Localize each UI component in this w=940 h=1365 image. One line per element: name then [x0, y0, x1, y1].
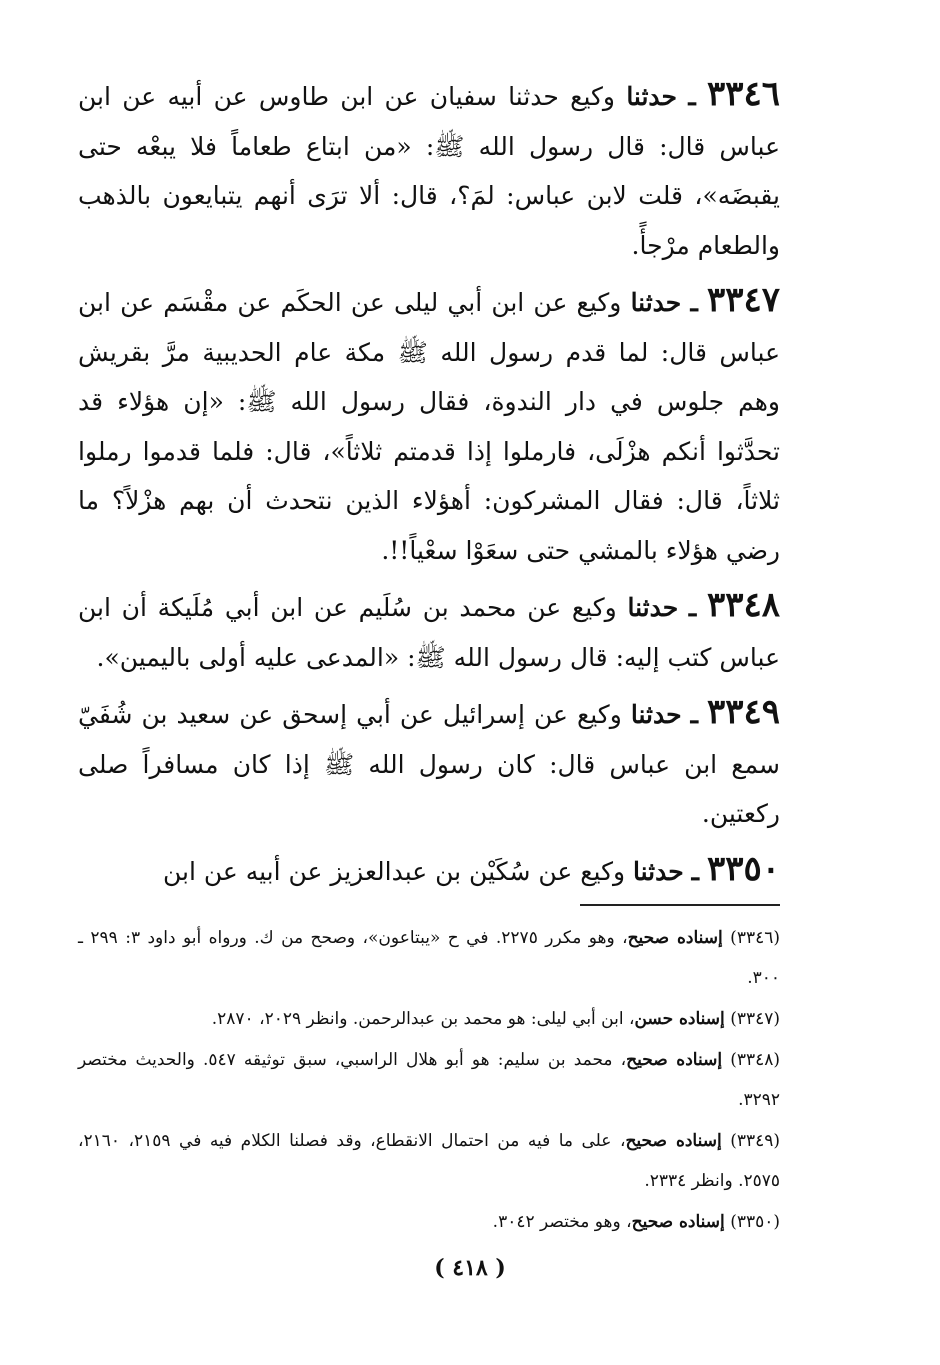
- separator-dash: ـ: [690, 288, 698, 317]
- footnote-ref: (٣٣٤٧): [730, 1009, 780, 1029]
- hadith-3348: [78, 581, 780, 682]
- footnote-3348: [78, 1040, 780, 1120]
- footnote-3350: [78, 1202, 780, 1242]
- hadith-text: وكيع عن ابن أبي ليلى عن الحكَم عن مقْسَم عن ابن عباس قال: لما قدم رسول الله ﷺ مكة عام الحديبية مرَّ بقريش وهم جلوس في دار الندوة، فقال رسول الله ﷺ: «إن هؤلاء قد تحدَّثوا أنكم هزْلَى، فارملوا إذا قدمتم ثلاثاً»، قال: فلما قدموا رملوا ثلاثاً، قال: فقال المشركون: أهؤلاء الذين نتحدث أن بهم هزْلاً؟ ما رضي هؤلاء بالمشي حتى سعَوْا سعْياً!!.: [78, 288, 780, 565]
- hadith-lead: حدثنا: [630, 700, 682, 729]
- footnote-ref: (٣٣٤٨): [730, 1050, 780, 1070]
- footnote-grade: إسناده صحيح: [626, 1050, 723, 1070]
- hadith-text: وكيع حدثنا سفيان عن ابن طاوس عن أبيه عن ابن عباس قال: قال رسول الله ﷺ: «من ابتاع طعاماً فلا يبعْه حتى يقبضَه»، قلت لابن عباس: لمَ؟، قال: ألا ترَى أنهم يتبايعون بالذهب والطعام مرْجأً.: [78, 82, 780, 260]
- separator-dash: ـ: [688, 82, 696, 111]
- hadith-text: وكيع عن سُكَيْن بن عبدالعزيز عن أبيه عن ابن: [162, 856, 626, 886]
- hadith-3347: [78, 276, 780, 575]
- hadith-text: وكيع عن محمد بن سُلَيم عن ابن أبي مُلَيكة أن ابن عباس كتب إليه: قال رسول الله ﷺ: «المدعى عليه أولى باليمين».: [78, 593, 780, 672]
- separator-dash: ـ: [688, 593, 697, 622]
- hadith-lead: حدثنا: [633, 856, 684, 886]
- page-body: [78, 70, 780, 1243]
- footnote-grade: إسناده صحيح: [627, 928, 723, 948]
- footnote-grade: إسناده صحيح: [631, 1212, 725, 1232]
- footnote-text: ، ابن أبي ليلى: هو محمد بن عبدالرحمن. وانظر ٢٠٢٩، ٢٨٧٠.: [211, 1009, 635, 1029]
- hadith-number: ٣٣٤٦: [706, 74, 781, 114]
- hadith-number: ٣٣٥٠: [706, 848, 780, 889]
- footnote-text: ، محمد بن سليم: هو أبو هلال الراسبي، سبق توثيقه ٥٤٧. والحديث مختصر ٣٢٩٢.: [78, 1050, 780, 1110]
- footnote-text: ، على ما فيه من احتمال الانقطاع، وقد فصلنا الكلام فيه في ٢١٥٩، ٢١٦٠، ٢٥٧٥. وانظر ٢٣٣٤.: [78, 1131, 780, 1191]
- hadith-3349: [78, 688, 780, 839]
- footnote-ref: (٣٣٤٦): [730, 928, 780, 948]
- hadith-number: ٣٣٤٩: [706, 692, 780, 732]
- footnote-ref: (٣٣٤٩): [730, 1131, 781, 1151]
- footnote-divider: [580, 904, 780, 906]
- footnote-3349: [78, 1121, 780, 1201]
- footnote-grade: إسناده صحيح: [625, 1131, 722, 1151]
- footnote-text: ، وهو مختصر ٣٠٤٢.: [492, 1212, 632, 1232]
- separator-dash: ـ: [690, 700, 698, 729]
- footnote-text: ، وهو مكرر ٢٢٧٥. في ح «يبتاعون»، وصحح من ك. ورواه أبو داود ٣: ٢٩٩ ـ ٣٠٠.: [78, 928, 780, 988]
- hadith-lead: حدثنا: [627, 593, 679, 622]
- footnote-3346: [78, 918, 780, 998]
- hadith-number: ٣٣٤٧: [706, 280, 781, 320]
- page-number: ( ٤١٨ ): [434, 1255, 506, 1281]
- separator-dash: ـ: [691, 856, 699, 886]
- hadith-3350: [78, 845, 780, 897]
- footnote-ref: (٣٣٥٠): [730, 1212, 780, 1232]
- hadith-3346: [78, 70, 780, 270]
- hadith-text: وكيع عن إسرائيل عن أبي إسحق عن سعيد بن شُفَيّ سمع ابن عباس قال: كان رسول الله ﷺ إذا كان مسافراً صلى ركعتين.: [78, 700, 780, 828]
- footnotes: [78, 918, 780, 1242]
- hadith-number: ٣٣٤٨: [706, 585, 780, 625]
- hadith-lead: حدثنا: [626, 82, 678, 111]
- footnote-grade: إسناده حسن: [634, 1009, 725, 1029]
- hadith-lead: حدثنا: [630, 288, 682, 317]
- footnote-3347: [78, 999, 780, 1039]
